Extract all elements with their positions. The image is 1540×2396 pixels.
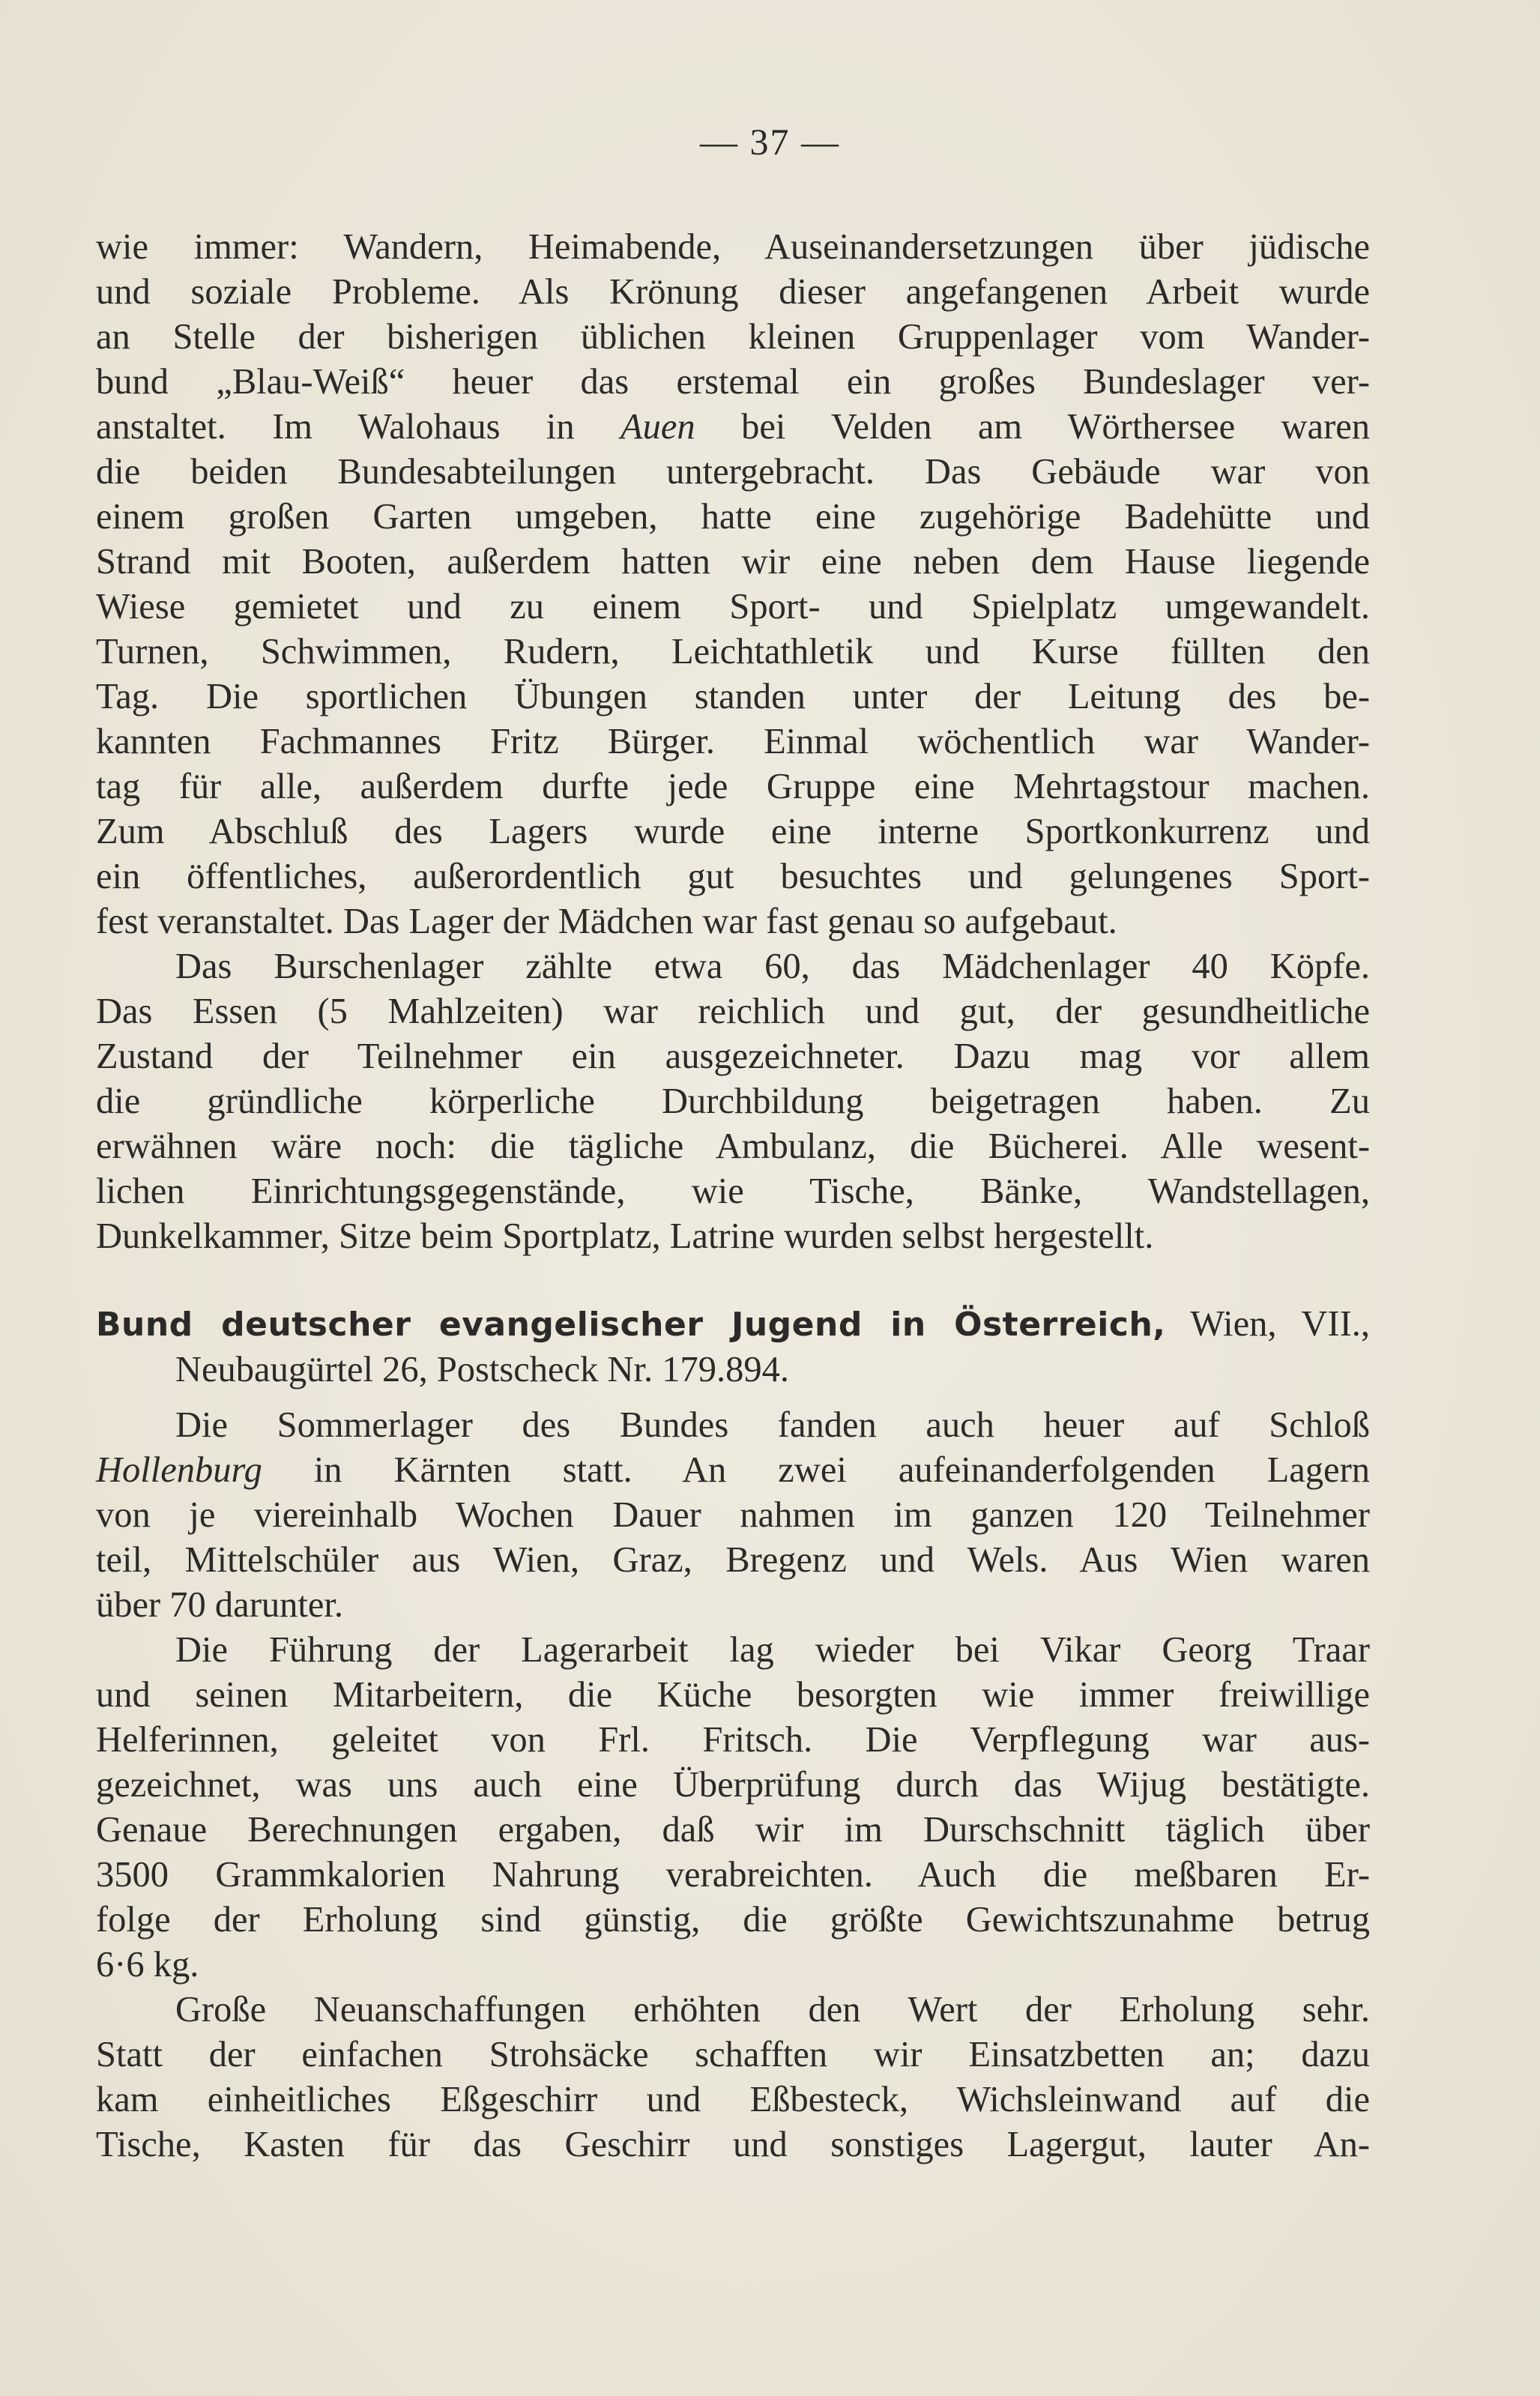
text-line: Das Burschenlager zählte etwa 60, das Mädchenlager 40 Köpfe. — [175, 947, 1370, 986]
text-line: und seinen Mitarbeitern, die Küche besorgten wie immer freiwillige — [96, 1675, 1370, 1715]
text-line: Statt der einfachen Strohsäcke schafften wir Einsatzbetten an; dazu — [96, 2035, 1370, 2074]
text-line: Tag. Die sportlichen Übungen standen unter der Leitung des be- — [96, 677, 1370, 716]
text-line: gezeichnet, was uns auch eine Überprüfung durch das Wijug bestätigte. — [96, 1765, 1370, 1805]
text-line: teil, Mittelschüler aus Wien, Graz, Bregenz und Wels. Aus Wien waren — [96, 1540, 1370, 1580]
text-line: Strand mit Booten, außerdem hatten wir eine neben dem Hause liegende — [96, 542, 1370, 582]
text-line: einem großen Garten umgeben, hatte eine zugehörige Badehütte und — [96, 497, 1370, 537]
heading-line — [96, 1302, 1370, 1348]
text-line: Die Führung der Lagerarbeit lag wieder bei Vikar Georg Traar — [175, 1630, 1370, 1670]
text-line: fest veranstaltet. Das Lager der Mädchen war fast genau so aufgebaut. — [96, 902, 1117, 941]
text-line: Die Sommerlager des Bundes fanden auch heuer auf Schloß — [175, 1405, 1370, 1445]
page-number: — 37 — — [700, 121, 840, 163]
text-line: die beiden Bundesabteilungen untergebracht. Das Gebäude war von — [96, 452, 1370, 492]
text-line: tag für alle, außerdem durfte jede Gruppe eine Mehrtagstour machen. — [96, 767, 1370, 806]
text-line: Zum Abschluß des Lagers wurde eine interne Sportkonkurrenz und — [96, 812, 1370, 851]
text-line: Tische, Kasten für das Geschirr und sonstiges Lagergut, lauter An- — [96, 2125, 1370, 2164]
section-evangelische-jugend-body — [96, 1403, 1370, 2167]
text-line — [96, 405, 1370, 450]
text-line: über 70 darunter. — [96, 1585, 343, 1625]
text-line: Dunkelkammer, Sitze beim Sportplatz, Latrine wurden selbst hergestellt. — [96, 1216, 1154, 1256]
text-line: Turnen, Schwimmen, Rudern, Leichtathletik und Kurse füllten den — [96, 632, 1370, 672]
text-segment: bei Velden am Wörthersee waren — [695, 407, 1371, 447]
address-segment: Wien, VII., — [1165, 1304, 1370, 1344]
text-line: wie immer: Wandern, Heimabende, Auseinandersetzungen über jüdische — [96, 227, 1370, 267]
organization-name: Bund deutscher evangelischer Jugend in Österreich, — [96, 1306, 1166, 1344]
address-line: Neubaugürtel 26, Postscheck Nr. 179.894. — [175, 1350, 789, 1389]
text-line — [96, 1448, 1370, 1493]
text-segment: in Kärnten statt. An zwei aufeinanderfolgenden Lagern — [262, 1450, 1370, 1490]
text-line: kam einheitliches Eßgeschirr und Eßbesteck, Wichsleinwand auf die — [96, 2080, 1370, 2119]
text-line: ein öffentliches, außerordentlich gut besuchtes und gelungenes Sport- — [96, 857, 1370, 896]
text-line: bund „Blau-Weiß“ heuer das erstemal ein großes Bundeslager ver- — [96, 362, 1370, 402]
place-name-auen: Auen — [620, 407, 695, 447]
text-segment: anstaltet. Im Walohaus in — [96, 407, 621, 447]
text-line: Zustand der Teilnehmer ein ausgezeichneter. Dazu mag vor allem — [96, 1036, 1370, 1076]
text-line: lichen Einrichtungsgegenstände, wie Tische, Bänke, Wandstellagen, — [96, 1171, 1370, 1211]
text-line: Genaue Berechnungen ergaben, daß wir im Durschschnitt täglich über — [96, 1810, 1370, 1850]
text-line: 6·6 kg. — [96, 1945, 199, 1985]
text-line: kannten Fachmannes Fritz Bürger. Einmal wöchentlich war Wander- — [96, 722, 1370, 761]
section-heading-evangelische-jugend — [96, 1302, 1370, 1392]
section-blau-weiss — [96, 225, 1370, 1259]
text-line: folge der Erholung sind günstig, die größte Gewichtszunahme betrug — [96, 1900, 1370, 1940]
text-line: die gründliche körperliche Durchbildung beigetragen haben. Zu — [96, 1081, 1370, 1121]
text-line: 3500 Grammkalorien Nahrung verabreichten. Auch die meßbaren Er- — [96, 1855, 1370, 1895]
text-line: Helferinnen, geleitet von Frl. Fritsch. Die Verpflegung war aus- — [96, 1720, 1370, 1760]
text-line: erwähnen wäre noch: die tägliche Ambulanz, die Bücherei. Alle wesent- — [96, 1126, 1370, 1166]
place-name-hollenburg: Hollenburg — [96, 1450, 262, 1490]
text-line: von je viereinhalb Wochen Dauer nahmen im ganzen 120 Teilnehmer — [96, 1495, 1370, 1535]
text-line: Große Neuanschaffungen erhöhten den Wert der Erholung sehr. — [175, 1990, 1370, 2030]
text-line: und soziale Probleme. Als Krönung dieser angefangenen Arbeit wurde — [96, 272, 1370, 312]
text-line: an Stelle der bisherigen üblichen kleinen Gruppenlager vom Wander- — [96, 317, 1370, 357]
text-line: Das Essen (5 Mahlzeiten) war reichlich und gut, der gesundheitliche — [96, 992, 1370, 1031]
text-line: Wiese gemietet und zu einem Sport- und Spielplatz umgewandelt. — [96, 587, 1370, 627]
